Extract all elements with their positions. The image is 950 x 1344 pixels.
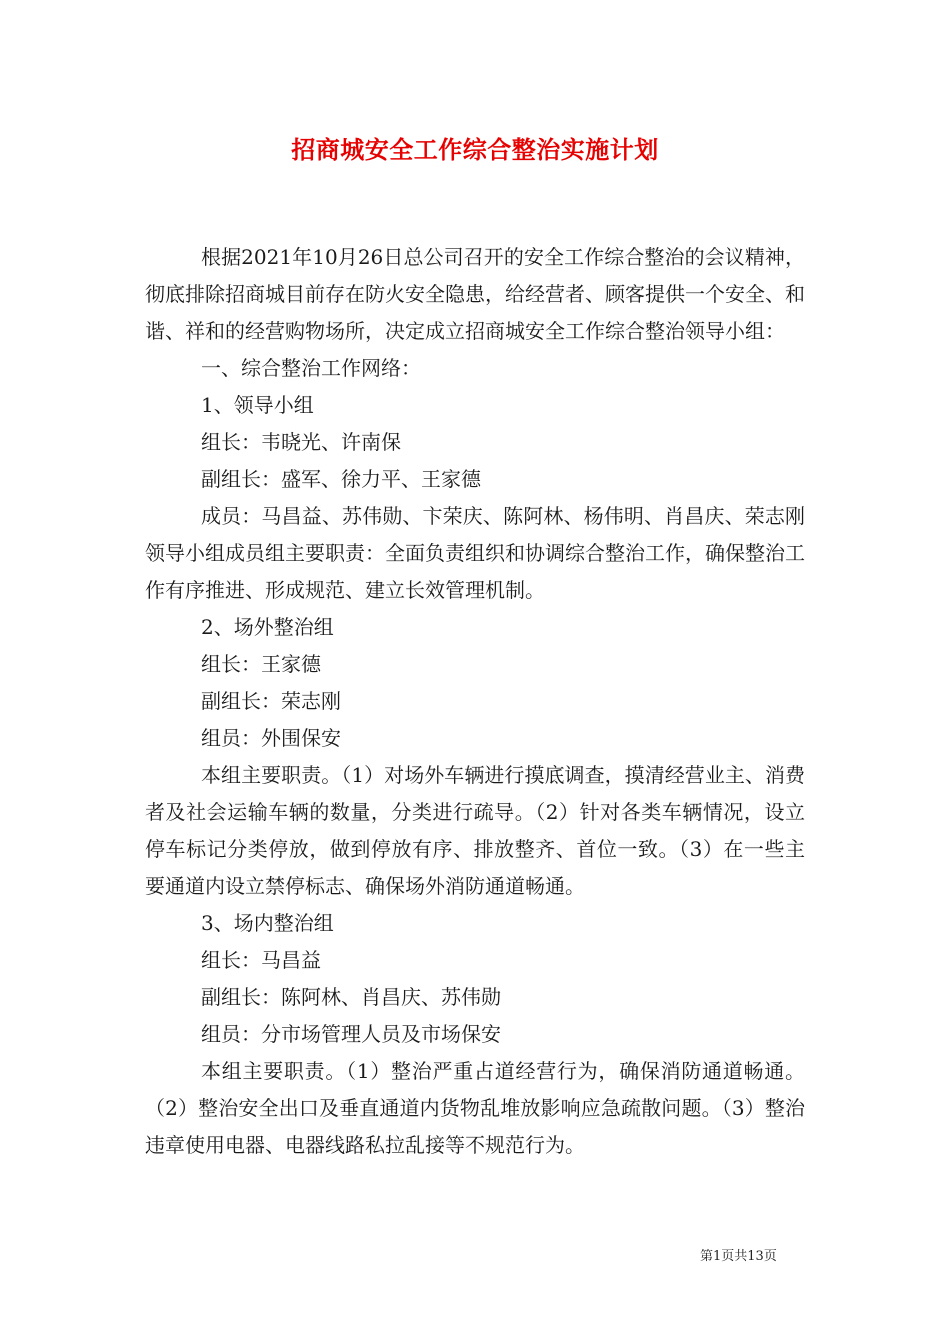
document-body bbox=[145, 239, 805, 1164]
members-line: 组员：外围保安 bbox=[201, 726, 341, 750]
duties-paragraph: 本组主要职责。（1）整治严重占道经营行为，确保消防通道畅通。（2）整治安全出口及垂直通道内货物乱堆放影响应急疏散问题。（3）整治违章使用电器、电器线路私拉乱接等不规范行为。 bbox=[145, 1059, 805, 1157]
deputy-leader-line: 副组长：荣志刚 bbox=[201, 689, 341, 713]
intro-paragraph: 根据2021年10月26日总公司召开的安全工作综合整治的会议精神，彻底排除招商城目前存在防火安全隐患，给经营者、顾客提供一个安全、和谐、祥和的经营购物场所，决定成立招商城安全工作综合整治领导小组： bbox=[145, 245, 805, 343]
deputy-leader-line: 副组长：陈阿林、肖昌庆、苏伟勋 bbox=[201, 985, 501, 1009]
subsection-heading: 1、领导小组 bbox=[201, 393, 314, 417]
document-title: 招商城安全工作综合整治实施计划 bbox=[291, 135, 659, 164]
subsection-heading: 2、场外整治组 bbox=[201, 615, 334, 639]
duties-paragraph: 本组主要职责。（1）对场外车辆进行摸底调查，摸清经营业主、消费者及社会运输车辆的数量，分类进行疏导。（2）针对各类车辆情况，设立停车标记分类停放，做到停放有序、排放整齐、首位一致。（3）在一些主要通道内设立禁停标志、确保场外消防通道畅通。 bbox=[145, 763, 805, 898]
subsection-heading: 3、场内整治组 bbox=[201, 911, 334, 935]
deputy-leader-line: 副组长：盛军、徐力平、王家德 bbox=[201, 467, 481, 491]
members-paragraph: 成员：马昌益、苏伟勋、卞荣庆、陈阿林、杨伟明、肖昌庆、荣志刚领导小组成员组主要职责：全面负责组织和协调综合整治工作，确保整治工作有序推进、形成规范、建立长效管理机制。 bbox=[145, 504, 805, 602]
members-line: 组员：分市场管理人员及市场保安 bbox=[201, 1022, 501, 1046]
leader-line: 组长：韦晓光、许南保 bbox=[201, 430, 401, 454]
section-heading: 一、综合整治工作网络： bbox=[201, 356, 421, 380]
leader-line: 组长：马昌益 bbox=[201, 948, 321, 972]
page-number: 第1页共13页 bbox=[700, 1249, 777, 1264]
leader-line: 组长：王家德 bbox=[201, 652, 321, 676]
